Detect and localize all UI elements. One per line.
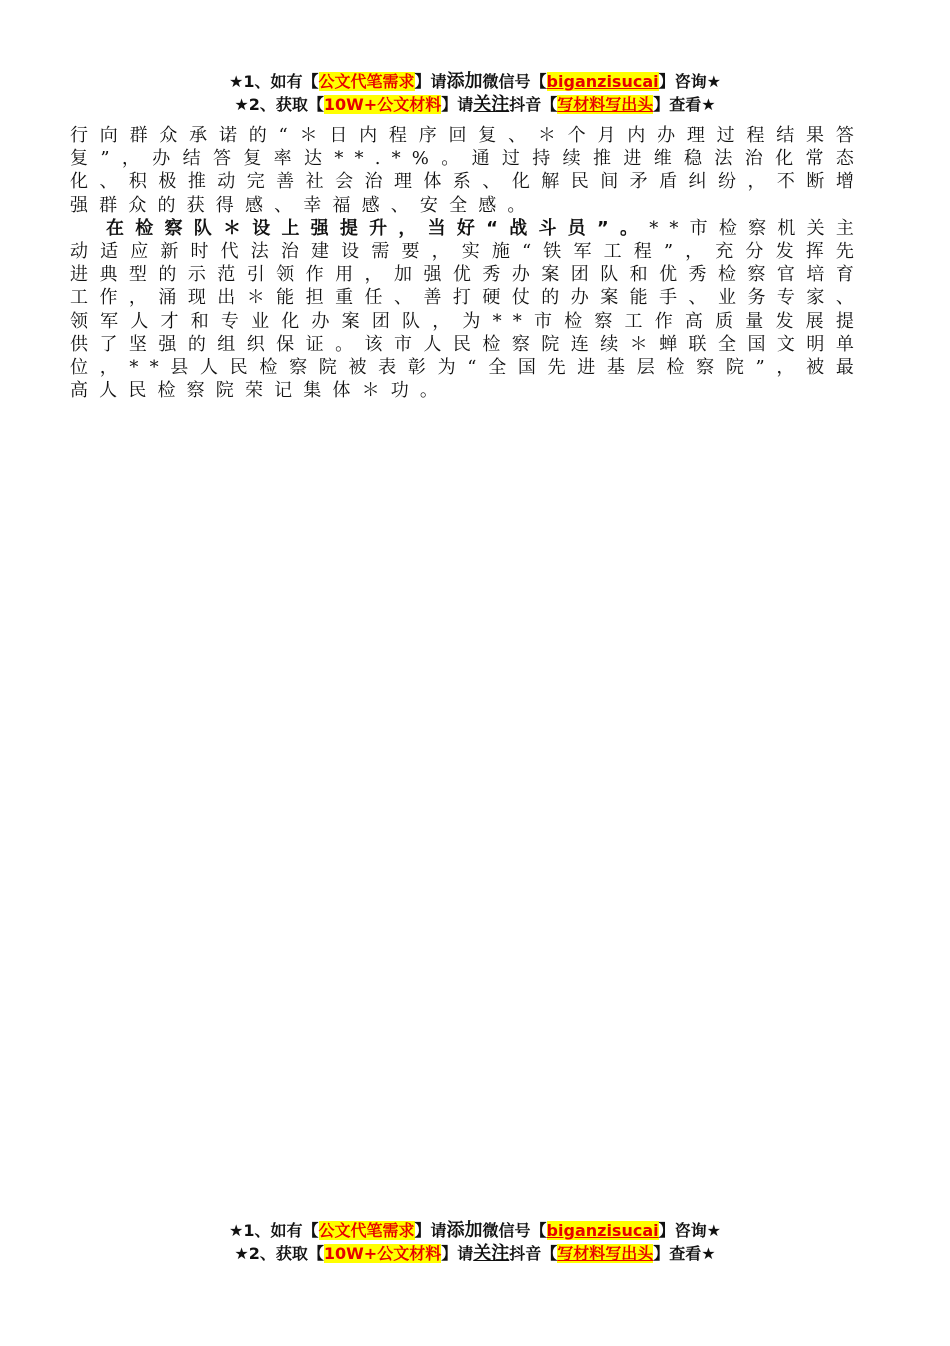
service-highlight: 公文代笔需求	[318, 1221, 415, 1240]
banner-text: 微信号【	[482, 72, 547, 91]
banner-text: 抖音【	[509, 1244, 558, 1263]
wechat-id-link[interactable]: biganzisucai	[546, 72, 659, 91]
materials-highlight: 10W+公文材料	[323, 95, 442, 114]
banner-line-2	[0, 93, 950, 116]
douyin-account-link[interactable]: 写材料写出头	[557, 1244, 654, 1263]
banner-text: 】请	[441, 95, 474, 114]
banner-emphasis: 关注	[473, 94, 510, 115]
banner-text: 】请	[414, 1221, 447, 1240]
paragraph-1: 行向群众承诺的“＊日内程序回复、＊个月内办理过程结果答复”，办结答复率达**.*%。通过持续推进维稳法治化常态化、积极推动完善社会治理体系、化解民间矛盾纠纷，不断增强群众的获得感、幸福感、安全感。	[70, 125, 865, 216]
banner-text: 微信号【	[482, 1221, 547, 1240]
banner-prefix: ★2、获取【	[234, 95, 324, 114]
banner-text: 抖音【	[509, 95, 558, 114]
materials-highlight: 10W+公文材料	[323, 1244, 442, 1263]
banner-line-1	[0, 1219, 950, 1242]
banner-suffix: 】咨询★	[658, 72, 721, 91]
douyin-account-link[interactable]: 写材料写出头	[557, 95, 654, 114]
paragraph-2-text: **市检察机关主动适应新时代法治建设需要，实施“铁军工程”，充分发挥先进典型的示范引领作用，加强优秀办案团队和优秀检察官培育工作，涌现出＊能担重任、善打硬仗的办案能手、业务专家、领军人才和专业化办案团队，为**市检察工作高质量发展提供了坚强的组织保证。该市人民检察院连续＊蝉联全国文明单位，**县人民检察院被表彰为“全国先进基层检察院”，被最高人民检察院荣记集体＊功。	[70, 217, 865, 402]
banner-prefix: ★1、如有【	[229, 72, 319, 91]
wechat-id-link[interactable]: biganzisucai	[546, 1221, 659, 1240]
header-banner	[0, 70, 950, 116]
banner-emphasis: 添加	[446, 71, 483, 92]
banner-text: 】请	[441, 1244, 474, 1263]
banner-text: 】请	[414, 72, 447, 91]
document-body	[70, 124, 865, 402]
banner-prefix: ★1、如有【	[229, 1221, 319, 1240]
service-highlight: 公文代笔需求	[318, 72, 415, 91]
paragraph-2-heading: 在检察队＊设上强提升，当好“战斗员”。	[106, 217, 650, 239]
banner-prefix: ★2、获取【	[234, 1244, 324, 1263]
paragraph-2	[70, 217, 865, 403]
banner-suffix: 】咨询★	[658, 1221, 721, 1240]
footer-banner	[0, 1219, 950, 1265]
banner-suffix: 】查看★	[653, 95, 716, 114]
banner-emphasis: 关注	[473, 1243, 510, 1264]
banner-suffix: 】查看★	[653, 1244, 716, 1263]
banner-line-2	[0, 1242, 950, 1265]
banner-emphasis: 添加	[446, 1220, 483, 1241]
banner-line-1	[0, 70, 950, 93]
